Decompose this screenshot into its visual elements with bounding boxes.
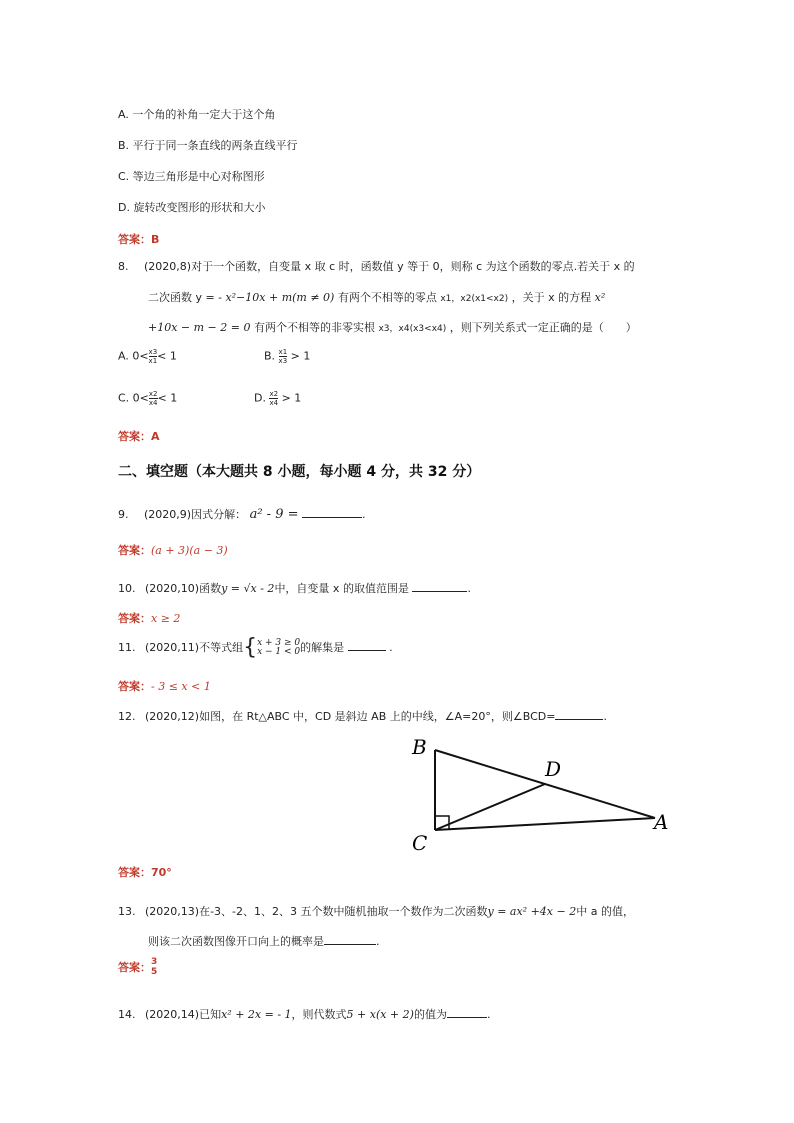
q8-option-a	[118, 348, 177, 365]
fraction	[149, 390, 158, 407]
math-x2: x²	[594, 291, 606, 304]
q12-answer	[118, 864, 172, 880]
denominator: x4	[148, 399, 158, 407]
q11	[118, 637, 393, 659]
text: ，则下列关系式一定正确的是（ ）	[449, 321, 637, 334]
math-roots: x3，x4(x3<x4)	[378, 324, 447, 334]
brace-symbol: {	[243, 635, 258, 660]
fraction	[269, 390, 278, 407]
denominator: x3	[278, 357, 288, 365]
q12	[118, 708, 607, 724]
segment-cd	[435, 784, 545, 830]
answer-label: 答案：	[118, 866, 151, 879]
answer-value: (a + 3)(a − 3)	[151, 544, 228, 557]
answer-label: 答案：	[118, 612, 151, 625]
option-label: B.	[264, 349, 276, 363]
option-label: C. 0<	[118, 391, 149, 405]
period: .	[486, 1008, 491, 1021]
question-number: 8.	[118, 260, 129, 273]
question-text: 则该二次函数图像开口向上的概率是	[148, 935, 324, 948]
q7-option-a: A. 一个角的补角一定大于这个角	[118, 108, 276, 121]
text: ，关于 x 的方程	[511, 291, 592, 304]
triangle-figure	[400, 730, 690, 860]
question-number: 10.	[118, 582, 136, 595]
q13-answer	[118, 957, 157, 977]
answer-value: - 3 ≤ x < 1	[151, 680, 211, 693]
numerator: x2	[148, 390, 158, 398]
answer-value: 70°	[151, 866, 172, 879]
option-tail: > 1	[281, 391, 302, 405]
q8-option-d	[254, 390, 301, 407]
period: .	[603, 710, 607, 723]
answer-fraction	[151, 957, 157, 977]
answer-blank[interactable]	[412, 581, 467, 592]
question-text: 的值为	[413, 1008, 447, 1021]
q7-option-d: D. 旋转改变图形的形状和大小	[118, 201, 266, 214]
answer-blank[interactable]	[302, 507, 362, 518]
question-text: 中，自变量 x 的取值范围是	[274, 582, 409, 595]
answer-value: A	[151, 430, 160, 443]
question-number: 14.	[118, 1008, 136, 1021]
question-text: 的解集是	[300, 641, 345, 654]
q10	[118, 580, 471, 596]
answer-label: 答案：	[118, 233, 151, 246]
q8-line2	[148, 289, 605, 305]
answer-label: 答案：	[118, 544, 151, 557]
period: .	[467, 582, 471, 595]
q7-answer	[118, 231, 159, 247]
numerator: x2	[269, 390, 279, 398]
question-number: 9.	[118, 508, 129, 521]
question-text: (2020,13)在-3、-2、1、2、3 五个数中随机抽取一个数作为二次函数	[145, 905, 488, 918]
question-text: (2020,11)不等式组	[145, 641, 244, 654]
question-text: (2020,14)已知	[145, 1008, 222, 1021]
q8-line3	[148, 319, 637, 335]
q10-answer	[118, 610, 180, 626]
q8-answer	[118, 428, 160, 444]
math-expr: a² - 9 =	[249, 507, 299, 522]
answer-blank[interactable]	[555, 709, 603, 720]
question-number: 11.	[118, 641, 136, 654]
question-text: (2020,8)对于一个函数，自变量 x 取 c 时，函数值 y 等于 0，则称 c 为这个函数的零点.若关于 x 的	[144, 260, 635, 273]
inequality-system	[257, 639, 300, 657]
q8-option-b	[264, 348, 310, 365]
denominator: x1	[148, 357, 158, 365]
option-label: D.	[254, 391, 266, 405]
math-expr: - x²−10x + m(m ≠ 0)	[218, 291, 335, 304]
math-expr: +10x − m − 2 = 0	[148, 321, 251, 334]
question-text: 中 a 的值，	[576, 905, 634, 918]
label-b: B	[412, 735, 427, 759]
text: 有两个不相等的零点	[337, 291, 437, 304]
segment-ca	[435, 818, 655, 830]
math-roots: x1，x2(x1<x2)	[440, 294, 509, 304]
math-expr: y = ax² +4x − 2	[487, 905, 577, 918]
q14	[118, 1006, 490, 1022]
math-expr: x² + 2x = - 1	[221, 1008, 292, 1021]
option-tail: < 1	[157, 391, 178, 405]
q13	[118, 903, 634, 919]
q7-option-b: B. 平行于同一条直线的两条直线平行	[118, 139, 298, 152]
q13-line2	[148, 933, 380, 949]
denominator: 5	[151, 967, 158, 977]
numerator: 3	[151, 957, 158, 967]
period: .	[362, 508, 366, 521]
answer-label: 答案：	[118, 680, 151, 693]
fraction	[279, 348, 288, 365]
label-c: C	[412, 831, 428, 855]
question-text: (2020,12)如图，在 Rt△ABC 中，CD 是斜边 AB 上的中线，∠A=20°，则∠BCD=	[145, 710, 556, 723]
inequality-1: x + 3 ≥ 0	[257, 638, 301, 648]
math-expr: y = √x - 2	[221, 582, 275, 595]
numerator: x3	[148, 348, 158, 356]
section-title: 二、填空题（本大题共 8 小题，每小题 4 分，共 32 分）	[118, 464, 481, 480]
q9	[118, 506, 366, 522]
option-label: A. 0<	[118, 349, 149, 363]
answer-label: 答案：	[118, 430, 151, 443]
denominator: x4	[269, 399, 279, 407]
numerator: x1	[278, 348, 288, 356]
period: .	[376, 935, 380, 948]
q8-option-c	[118, 390, 177, 407]
math-y: y =	[195, 291, 215, 304]
q8-line1	[118, 258, 635, 274]
q7-option-c: C. 等边三角形是中心对称图形	[118, 170, 265, 183]
q11-answer	[118, 678, 211, 694]
question-number: 13.	[118, 905, 136, 918]
label-a: A	[654, 810, 669, 834]
question-text: (2020,10)函数	[145, 582, 222, 595]
label-d: D	[545, 757, 562, 781]
answer-value: B	[151, 233, 160, 246]
inequality-2: x − 1 < 0	[257, 647, 301, 657]
question-text: ，则代数式	[291, 1008, 347, 1021]
answer-blank[interactable]	[447, 1007, 487, 1018]
option-tail: > 1	[290, 349, 311, 363]
option-tail: < 1	[157, 349, 177, 363]
period: .	[389, 641, 393, 654]
q9-answer	[118, 542, 228, 558]
answer-value: x ≥ 2	[151, 612, 181, 625]
text: 有两个不相等的非零实根	[253, 321, 375, 334]
answer-label: 答案：	[118, 961, 151, 974]
answer-blank[interactable]	[348, 640, 386, 651]
text: 二次函数	[148, 291, 192, 304]
question-number: 12.	[118, 710, 136, 723]
question-text: (2020,9)因式分解：	[144, 508, 247, 521]
fraction	[149, 348, 158, 365]
math-expr: 5 + x(x + 2)	[346, 1008, 414, 1021]
answer-blank[interactable]	[324, 934, 376, 945]
